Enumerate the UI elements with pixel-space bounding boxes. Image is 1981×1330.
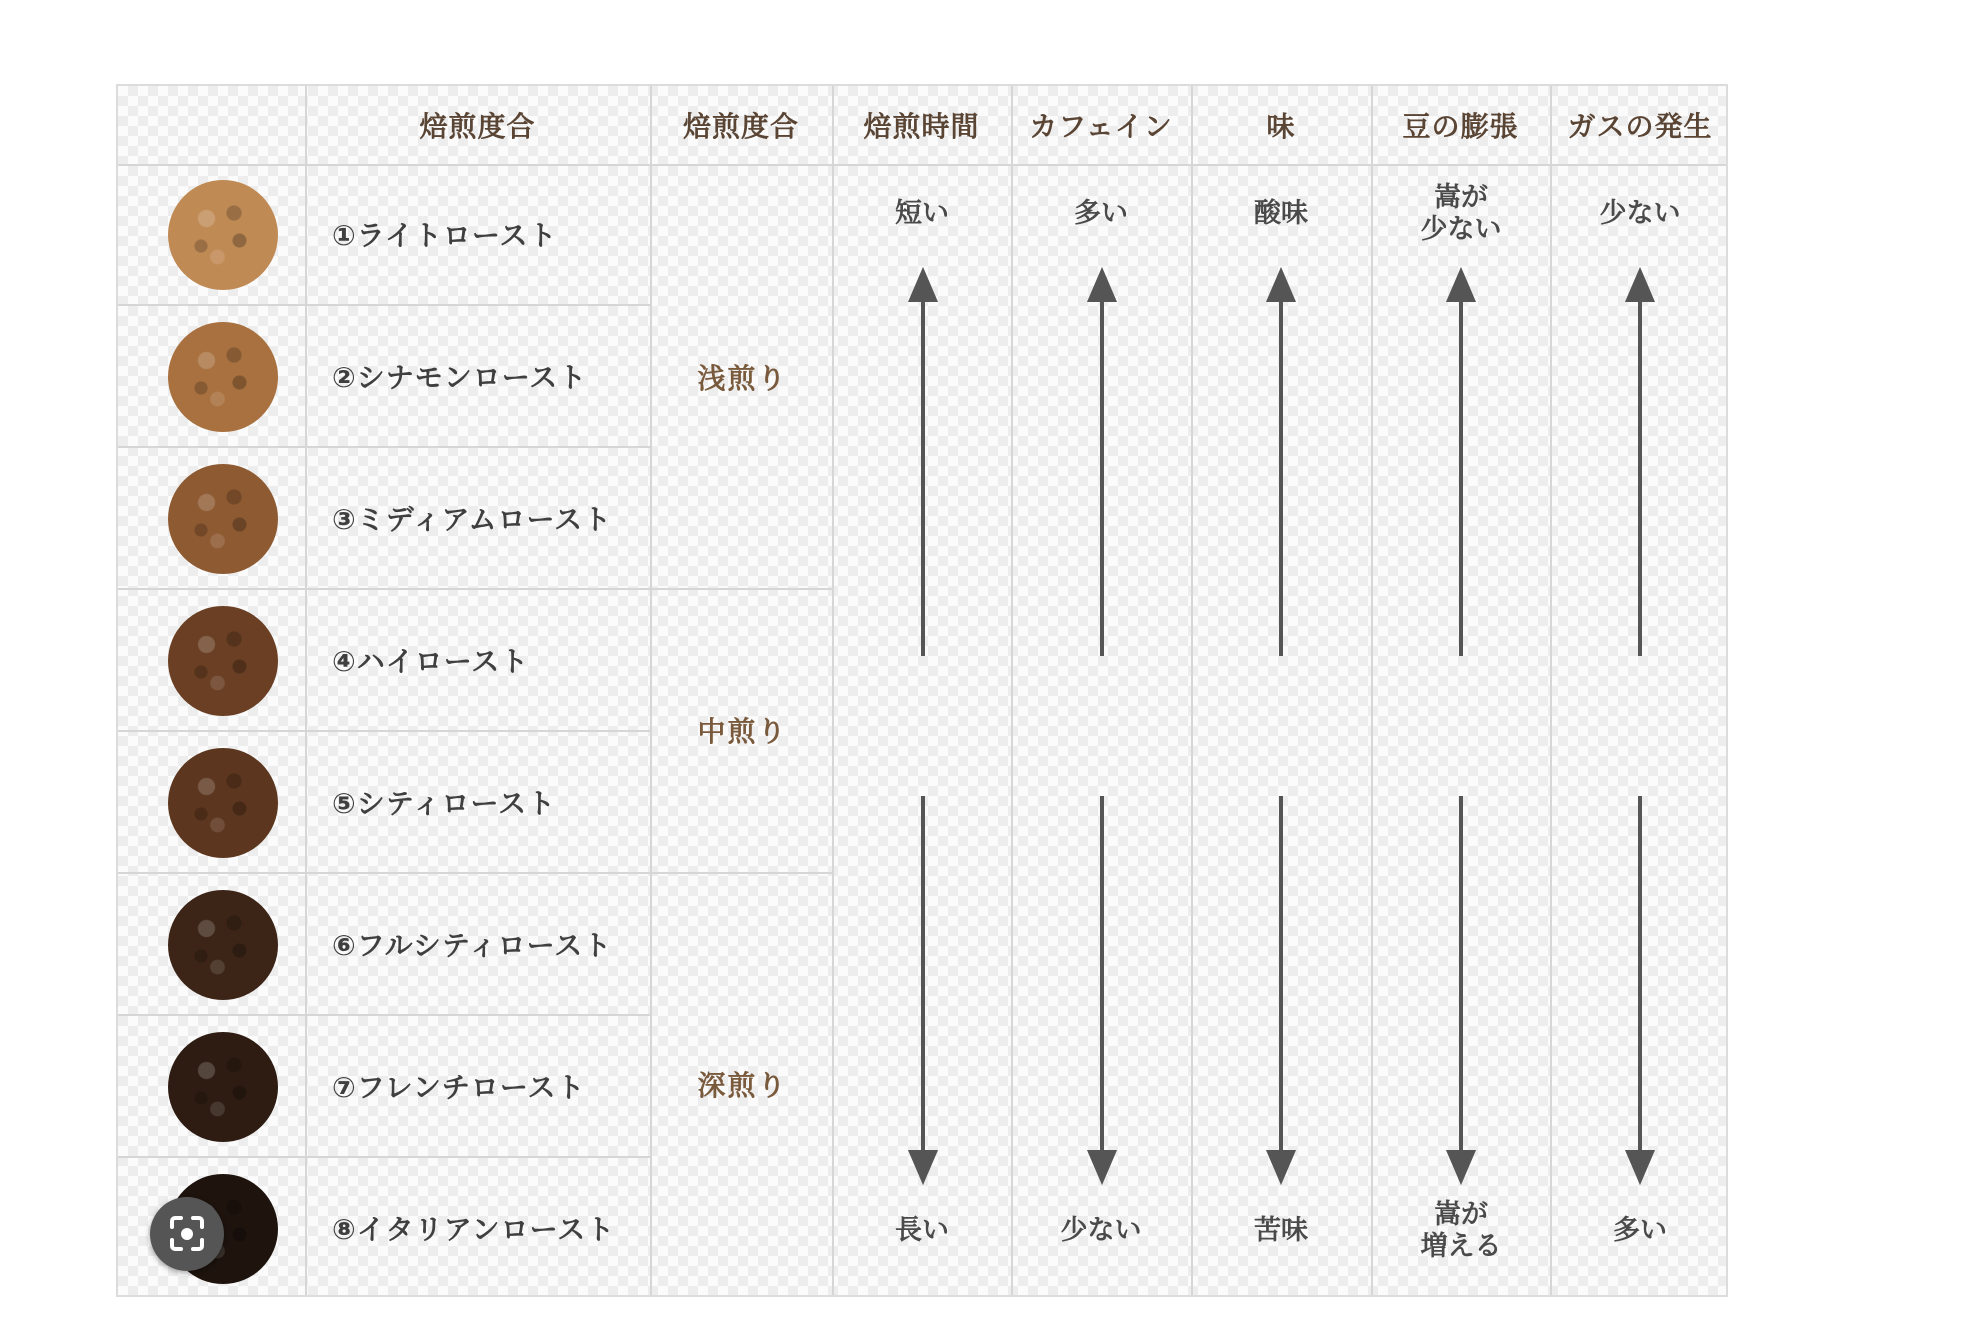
header-gas: ガスの発生 <box>1567 110 1713 143</box>
lens-search-icon[interactable] <box>150 1197 224 1271</box>
roast-level-dark: 深煎り <box>697 1069 788 1102</box>
roast-name: ⑦フレンチロースト <box>332 1071 586 1104</box>
roast-level-light: 浅煎り <box>697 362 788 395</box>
trend-time-bottom: 長い <box>895 1214 949 1246</box>
header-bean-expansion: 豆の膨張 <box>1402 110 1519 143</box>
arrow-gas <box>1628 272 1652 1180</box>
trend-gas-bottom: 多い <box>1613 1214 1667 1246</box>
header-caffeine: カフェイン <box>1029 110 1173 143</box>
roast-name: ①ライトロースト <box>332 219 558 252</box>
roast-name: ④ハイロースト <box>332 645 530 678</box>
roast-name: ⑤シティロースト <box>332 787 557 820</box>
trend-expansion-top: 嵩が 少ない <box>1420 181 1502 245</box>
header-roast-level: 焙煎度合 <box>682 110 799 143</box>
arrow-taste <box>1269 272 1293 1180</box>
header-roast-time: 焙煎時間 <box>863 110 980 143</box>
arrow-time <box>911 272 935 1180</box>
trend-taste-bottom: 苦味 <box>1254 1214 1308 1246</box>
roast-name: ②シナモンロースト <box>332 361 588 394</box>
roast-table <box>116 84 1728 1297</box>
trend-gas-top: 少ない <box>1599 197 1681 229</box>
arrow-expansion <box>1449 272 1473 1180</box>
trend-expansion-bottom: 嵩が 増える <box>1420 1198 1502 1262</box>
trend-taste-top: 酸味 <box>1254 197 1308 229</box>
trend-caffeine-top: 多い <box>1074 197 1128 229</box>
roast-name: ③ミディアムロースト <box>332 503 613 536</box>
roast-level-medium: 中煎り <box>697 715 788 748</box>
header-roast-name: 焙煎度合 <box>419 110 536 143</box>
header-taste: 味 <box>1266 110 1296 143</box>
trend-caffeine-bottom: 少ない <box>1060 1214 1142 1246</box>
roast-name: ⑧イタリアンロースト <box>332 1213 616 1246</box>
roast-name: ⑥フルシティロースト <box>332 929 613 962</box>
trend-time-top: 短い <box>895 197 949 229</box>
trend-arrows <box>118 86 1730 1299</box>
arrow-caffeine <box>1090 272 1114 1180</box>
